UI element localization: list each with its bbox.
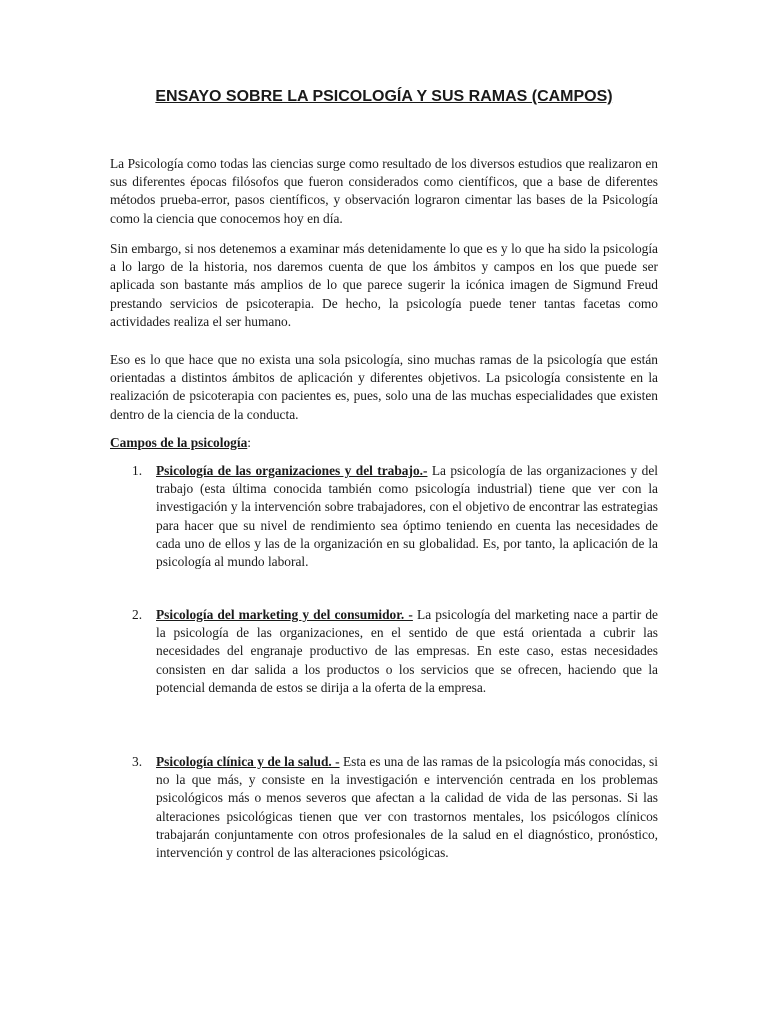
paragraph-intro: La Psicología como todas las ciencias surge como resultado de los diversos estudios que realizaron en sus diferentes épocas filósofos que fueron considerados como científicos, que a base de diferentes métodos prueba-error, pasos científicos, y observación lograron cimentar las bases de la Psicología como la ciencia que conocemos hoy en día.: [110, 156, 658, 226]
list-item-text: Esta es una de las ramas de la psicología más conocidas, si no la que más, y consiste en la investigación e intervención centrada en los problemas psicológicos más o menos severos que afectan a la calidad de vida de las personas. Si las alteraciones psicológicas tienen que ver con trastornos mentales, los psicólogos clínicos trabajarán conjuntamente con otros profesionales de la salud en el diagnóstico, pronóstico, intervención y control de las alteraciones psicológicas.: [156, 754, 658, 861]
paragraph-history: Sin embargo, si nos detenemos a examinar más detenidamente lo que es y lo que ha sido la psicología a lo largo de la historia, nos daremos cuenta de que los ámbitos y campos en los que puede ser aplicada son bastante más amplios de lo que parece sugerir la icónica imagen de Sigmund Freud prestando servicios de psicoterapia. De hecho, la psicología puede tener tantas facetas como actividades realiza el ser humano.: [110, 241, 658, 329]
list-item-number: 1.: [132, 463, 143, 478]
document-title: ENSAYO SOBRE LA PSICOLOGÍA Y SUS RAMAS (CAMPOS): [155, 88, 613, 105]
list-item-title: Psicología clínica y de la salud. -: [156, 754, 340, 769]
list-item-text: La psicología de las organizaciones y del trabajo (esta última conocida también como psicología industrial) tiene que ver con la investigación y la intervención sobre trabajadores, con el objetivo de encontrar las estrategias para hacer que su nivel de rendimiento sea óptimo teniendo en cuenta las necesidades de cada uno de ellos y las de la organización en su globalidad. Es, por tanto, la aplicación de la psicología al mundo laboral.: [156, 463, 658, 570]
list-item-title: Psicología de las organizaciones y del trabajo.-: [156, 463, 428, 478]
section-heading-label: Campos de la psicología: [110, 435, 248, 450]
list-item-number: 2.: [132, 607, 143, 622]
section-heading: [110, 434, 251, 452]
list-item-text: La psicología del marketing nace a partir de la psicología de las organizaciones, en el sentido de que está orientada a cubrir las necesidades del engranaje productivo de las empresas. En este caso, estas necesidades consisten en dar salida a los productos o los servicios que se ofrecen, haciendo que la potencial demanda de estos se dirija a la oferta de la empresa.: [156, 607, 658, 695]
list-item-body: [156, 462, 658, 571]
list-item-body: [156, 753, 658, 862]
list-item-body: [156, 606, 658, 697]
section-heading-colon: :: [247, 435, 252, 450]
list-item-title: Psicología del marketing y del consumidor. -: [156, 607, 413, 622]
paragraph-branches: Eso es lo que hace que no exista una sola psicología, sino muchas ramas de la psicología que están orientadas a distintos ámbitos de aplicación y diferentes objetivos. La psicología consistente en la realización de psicoterapia con pacientes es, pues, solo una de las muchas especialidades que existen dentro de la ciencia de la conducta.: [110, 352, 658, 422]
list-item-number: 3.: [132, 754, 143, 769]
